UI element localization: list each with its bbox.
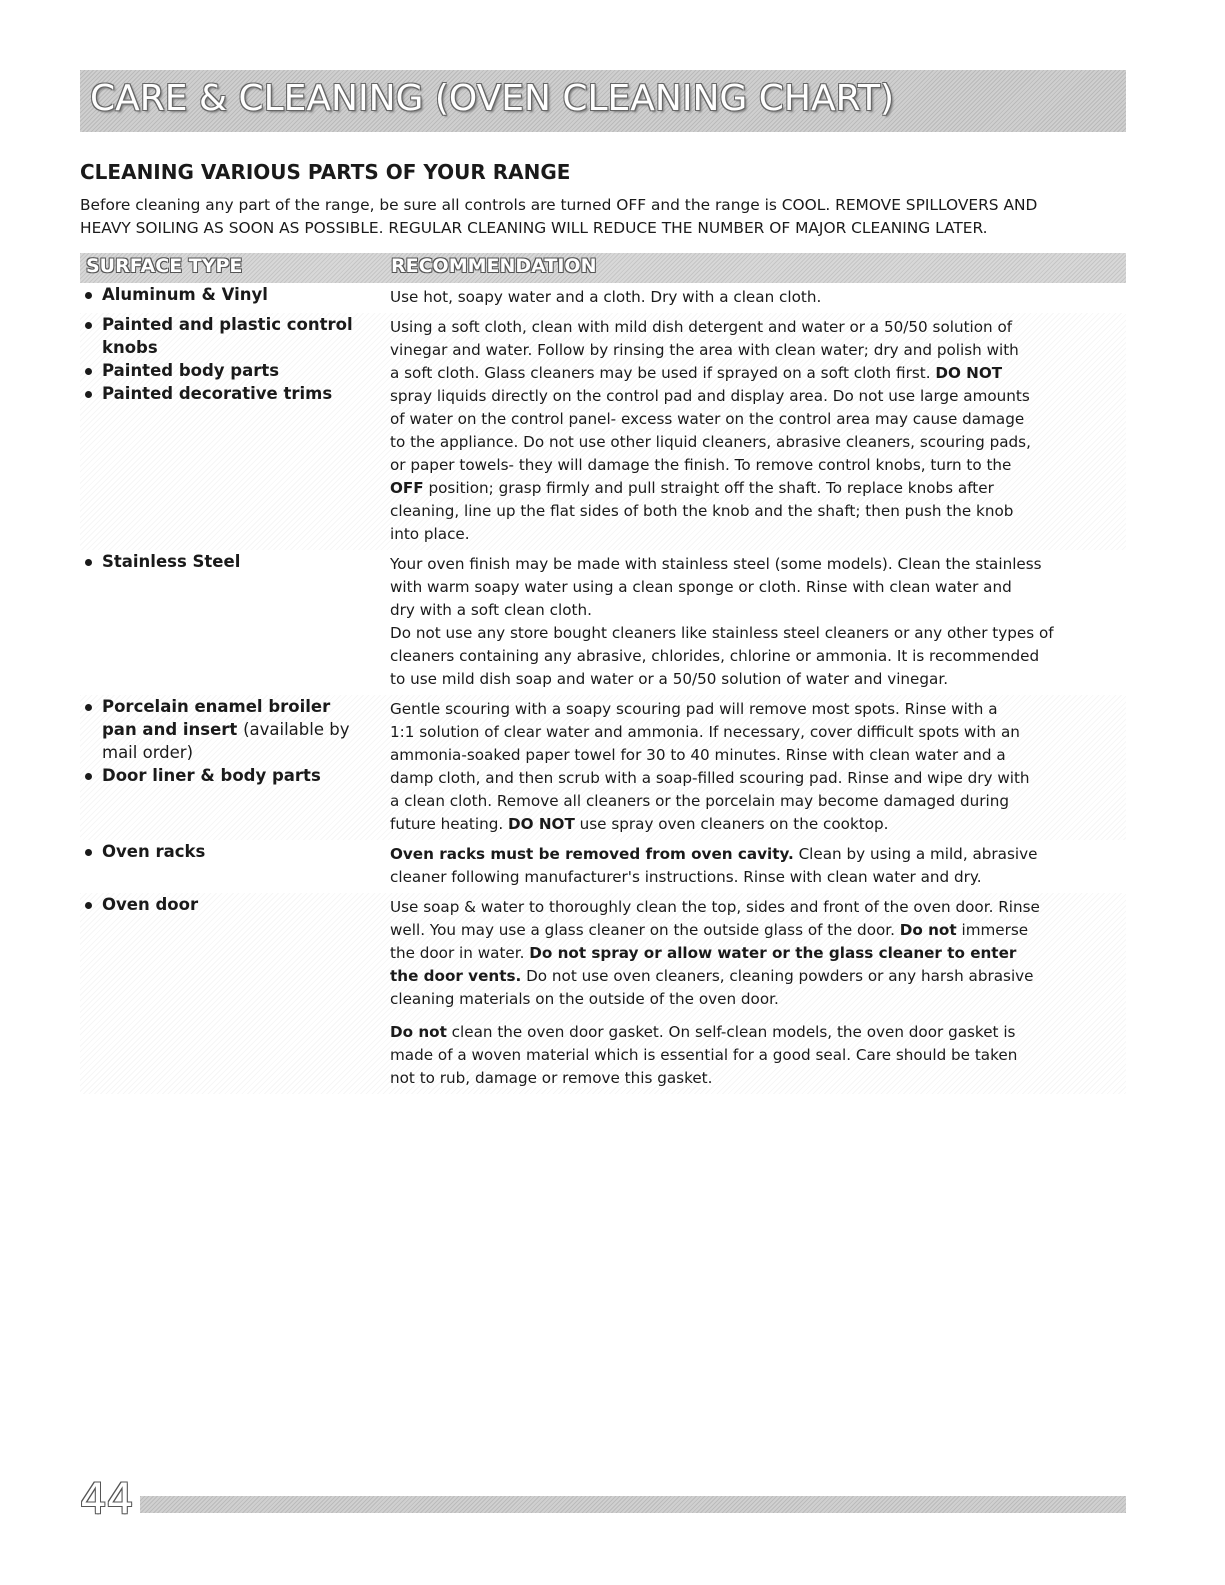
recommendation-line: cleaners containing any abrasive, chlorides, chlorine or ammonia. It is recommended <box>390 647 1040 665</box>
recommendation-line: with warm soapy water using a clean sponge or cloth. Rinse with clean water and <box>390 578 1012 596</box>
table-row <box>80 550 1126 695</box>
recommendation-line: Your oven finish may be made with stainless steel (some models). Clean the stainless <box>390 555 1042 573</box>
surface-text: pan and insert <box>102 720 238 739</box>
surface-item: Door liner & body parts <box>80 764 380 787</box>
recommendation-cell <box>390 695 1120 840</box>
surface-note: mail order) <box>102 743 194 762</box>
recommendation-line <box>390 965 1120 988</box>
surface-cell <box>80 313 380 405</box>
surface-cell <box>80 283 380 306</box>
recommendation-line <box>390 477 1120 500</box>
surface-item-continued: knobs <box>102 338 158 357</box>
recommendation-text: clean the oven door gasket. On self-clean models, the oven door gasket is <box>451 1023 1016 1041</box>
recommendation-text: immerse <box>961 921 1029 939</box>
recommendation-line <box>390 1021 1120 1044</box>
recommendation-line: damp cloth, and then scrub with a soap-filled scouring pad. Rinse and wipe dry with <box>390 769 1030 787</box>
surface-item: Painted decorative trims <box>80 382 380 405</box>
recommendation-line: into place. <box>390 525 470 543</box>
recommendation-line <box>390 813 1120 836</box>
recommendation-line: ammonia-soaked paper towel for 30 to 40 minutes. Rinse with clean water and a <box>390 746 1006 764</box>
recommendation-line: Do not use any store bought cleaners like stainless steel cleaners or any other types of <box>390 624 1054 642</box>
cleaning-chart <box>80 253 1126 1094</box>
header-recommendation: RECOMMENDATION <box>391 255 597 277</box>
paragraph-gap <box>390 1011 1120 1021</box>
warning-text: DO NOT <box>508 815 575 833</box>
recommendation-line: a clean cloth. Remove all cleaners or the porcelain may become damaged during <box>390 792 1009 810</box>
recommendation-line: dry with a soft clean cloth. <box>390 601 592 619</box>
emphasis-text: OFF <box>390 479 424 497</box>
page-banner <box>80 70 1126 132</box>
header-surface-type: SURFACE TYPE <box>86 255 243 277</box>
recommendation-line: Gentle scouring with a soapy scouring pad will remove most spots. Rinse with a <box>390 700 998 718</box>
recommendation-line: not to rub, damage or remove this gasket. <box>390 1069 713 1087</box>
table-row <box>80 893 1126 1094</box>
recommendation-text: Clean by using a mild, abrasive <box>798 845 1038 863</box>
intro-line: HEAVY SOILING AS SOON AS POSSIBLE. REGULAR CLEANING WILL REDUCE THE NUMBER OF MAJOR CLEANING LATER. <box>80 219 988 237</box>
recommendation-text: the door in water. <box>390 944 525 962</box>
recommendation-line: cleaner following manufacturer's instructions. Rinse with clean water and dry. <box>390 868 982 886</box>
recommendation-text: well. You may use a glass cleaner on the outside glass of the door. <box>390 921 895 939</box>
recommendation-cell <box>390 550 1120 695</box>
recommendation-line: vinegar and water. Follow by rinsing the area with clean water; dry and polish with <box>390 341 1019 359</box>
recommendation-cell <box>390 840 1120 893</box>
recommendation-text: a soft cloth. Glass cleaners may be used if sprayed on a soft cloth first. <box>390 364 931 382</box>
recommendation-line: to the appliance. Do not use other liquid cleaners, abrasive cleaners, scouring pads, <box>390 433 1031 451</box>
recommendation-line: made of a woven material which is essential for a good seal. Care should be taken <box>390 1046 1018 1064</box>
surface-cell <box>80 840 380 863</box>
table-row <box>80 283 1126 313</box>
recommendation-line <box>390 919 1120 942</box>
surface-cell <box>80 893 380 916</box>
page-number: 44 <box>80 1474 134 1523</box>
recommendation-line: Using a soft cloth, clean with mild dish detergent and water or a 50/50 solution of <box>390 318 1013 336</box>
recommendation-cell <box>390 893 1120 1094</box>
surface-note: (available by <box>243 720 350 739</box>
recommendation-line: cleaning, line up the flat sides of both the knob and the shaft; then push the knob <box>390 502 1014 520</box>
table-header <box>80 253 1126 283</box>
banner-title: CARE & CLEANING (OVEN CLEANING CHART) <box>90 78 895 119</box>
surface-item: Oven door <box>80 893 380 916</box>
intro-line: Before cleaning any part of the range, be sure all controls are turned OFF and the range is COOL. REMOVE SPILLOVERS AND <box>80 196 1038 214</box>
surface-item: Porcelain enamel broiler <box>80 695 380 718</box>
section-title: CLEANING VARIOUS PARTS OF YOUR RANGE <box>80 160 571 184</box>
surface-cell <box>80 550 380 573</box>
surface-item-continued <box>80 718 380 741</box>
emphasis-text: Oven racks must be removed from oven cavity. <box>390 845 794 863</box>
surface-item: Oven racks <box>80 840 380 863</box>
table-row <box>80 313 1126 550</box>
recommendation-cell <box>390 313 1120 550</box>
page-footer <box>80 1474 1126 1523</box>
recommendation-text: future heating. <box>390 815 504 833</box>
recommendation-line: to use mild dish soap and water or a 50/50 solution of water and vinegar. <box>390 670 949 688</box>
warning-text: DO NOT <box>935 364 1003 382</box>
recommendation-line: cleaning materials on the outside of the oven door. <box>390 990 779 1008</box>
recommendation-line: spray liquids directly on the control pad and display area. Do not use large amounts <box>390 387 1030 405</box>
warning-text: Do not <box>899 921 957 939</box>
recommendation-line: 1:1 solution of clear water and ammonia. If necessary, cover difficult spots with an <box>390 723 1020 741</box>
recommendation-line <box>390 362 1120 385</box>
recommendation-line <box>390 942 1120 965</box>
intro-paragraph <box>80 194 1126 240</box>
table-row <box>80 840 1126 893</box>
warning-text: the door vents. <box>390 967 522 985</box>
recommendation-text: Do not use oven cleaners, cleaning powders or any harsh abrasive <box>526 967 1034 985</box>
surface-cell <box>80 695 380 787</box>
recommendation-cell <box>390 283 1120 313</box>
recommendation-line: or paper towels- they will damage the finish. To remove control knobs, turn to the <box>390 456 1012 474</box>
recommendation-line: Use hot, soapy water and a cloth. Dry with a clean cloth. <box>390 288 822 306</box>
surface-item: Painted and plastic control <box>80 313 380 336</box>
recommendation-text: use spray oven cleaners on the cooktop. <box>579 815 889 833</box>
surface-item: Aluminum & Vinyl <box>80 283 380 306</box>
recommendation-line <box>390 843 1120 866</box>
footer-rule <box>140 1496 1126 1513</box>
recommendation-line: of water on the control panel- excess water on the control area may cause damage <box>390 410 1025 428</box>
table-row <box>80 695 1126 840</box>
warning-text: Do not spray or allow water or the glass cleaner to enter <box>529 944 1017 962</box>
warning-text: Do not <box>390 1023 447 1041</box>
surface-item: Stainless Steel <box>80 550 380 573</box>
recommendation-line: Use soap & water to thoroughly clean the top, sides and front of the oven door. Rinse <box>390 898 1040 916</box>
recommendation-text: position; grasp firmly and pull straight off the shaft. To replace knobs after <box>428 479 994 497</box>
surface-item: Painted body parts <box>80 359 380 382</box>
